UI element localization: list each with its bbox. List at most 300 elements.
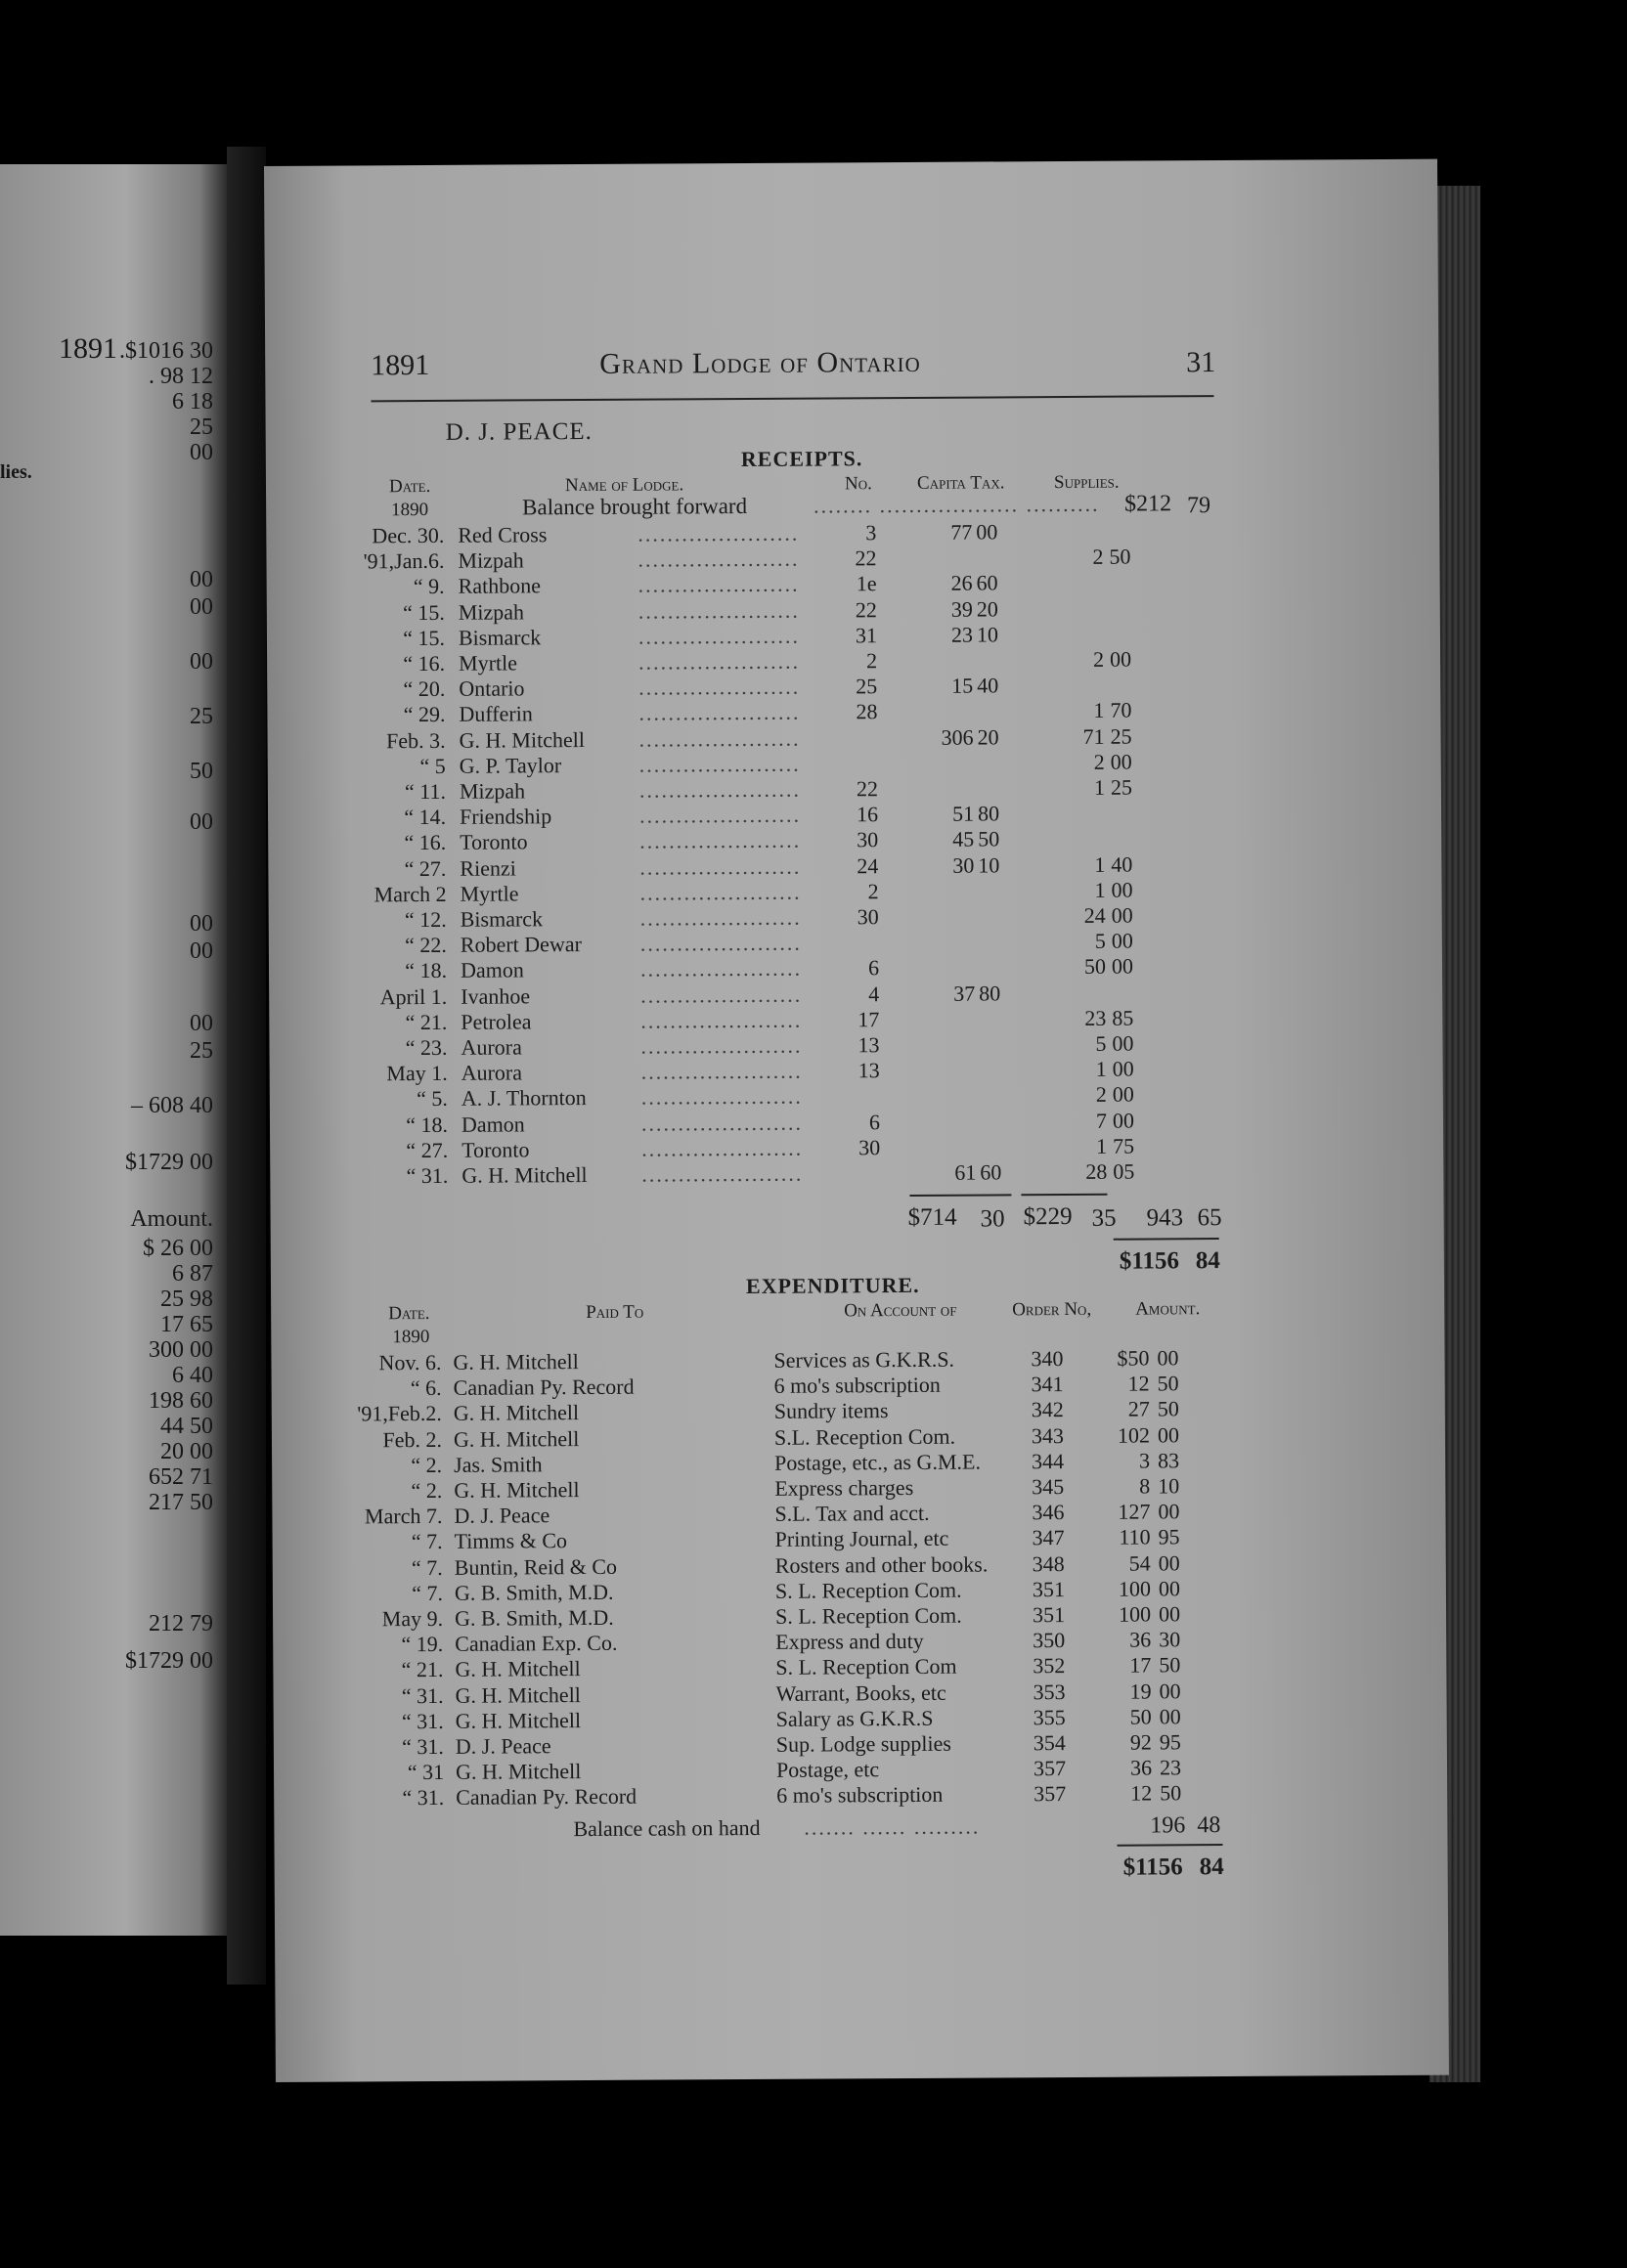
lodge-name: Aurora xyxy=(461,1060,523,1085)
amount-dollars: 100 xyxy=(1118,1576,1151,1601)
balance-forward-label: Balance brought forward xyxy=(522,493,748,520)
supplies-dollars: 1 xyxy=(1094,851,1106,877)
lodge-number: 2 xyxy=(867,878,879,904)
lodge-number: 30 xyxy=(858,1134,881,1160)
paid-to: G. H. Mitchell xyxy=(455,1759,582,1785)
supplies-cents: 00 xyxy=(1112,1108,1135,1133)
paid-to: G. B. Smith, M.D. xyxy=(455,1604,614,1631)
amount-cents: 00 xyxy=(1158,1601,1181,1627)
left-page-line: 300 00 xyxy=(149,1337,213,1363)
supplies-cents: 00 xyxy=(1112,1030,1134,1056)
expense-date: May 9. xyxy=(381,1605,444,1632)
supplies-cents: 25 xyxy=(1110,723,1132,749)
balance-forward-cents: 79 xyxy=(1187,493,1211,519)
receipt-date: “ 21. xyxy=(405,1009,448,1034)
expenditure-grand-dollars: $1156 xyxy=(1122,1854,1183,1881)
exp-col-paid: Paid To xyxy=(586,1301,644,1324)
order-number: 357 xyxy=(1033,1781,1067,1807)
paid-to: Buntin, Reid & Co xyxy=(454,1553,618,1580)
on-account-of: Rosters and other books. xyxy=(774,1551,989,1578)
supplies-dollars: 2 xyxy=(1095,1082,1107,1108)
expense-date: “ 31. xyxy=(401,1682,444,1708)
on-account-of: Warrant, Books, etc xyxy=(775,1679,946,1706)
on-account-of: Printing Journal, etc xyxy=(774,1526,949,1552)
supplies-dollars: 2 xyxy=(1093,749,1105,774)
order-number: 347 xyxy=(1032,1525,1065,1550)
supplies-total-rule xyxy=(1021,1194,1107,1197)
amount-dollars: 54 xyxy=(1128,1550,1151,1576)
on-account-of: 6 mo's subscription xyxy=(773,1372,941,1399)
receipt-date: “ 27. xyxy=(406,1137,449,1162)
supplies-total-dollars: $229 xyxy=(1023,1202,1073,1231)
order-number: 344 xyxy=(1032,1448,1065,1474)
lodge-number: 30 xyxy=(857,904,879,930)
left-page-line: Amount. xyxy=(130,1206,213,1232)
amount-dollars: 36 xyxy=(1129,1755,1153,1780)
lodge-number: 1e xyxy=(856,571,877,596)
lodge-name: Bismarck xyxy=(458,625,542,650)
receipts-title: RECEIPTS. xyxy=(740,446,863,472)
amount-dollars: 50 xyxy=(1129,1704,1152,1729)
on-account-of: 6 mo's subscription xyxy=(776,1782,944,1809)
lodge-number: 17 xyxy=(857,1006,880,1032)
order-number: 350 xyxy=(1033,1628,1066,1653)
left-page-line: $1729 00 xyxy=(125,1648,213,1674)
left-page-line: 212 79 xyxy=(149,1611,213,1636)
page-number: 31 xyxy=(1186,346,1216,379)
lodge-name: Damon xyxy=(461,1111,525,1137)
leader-dots: ...................... xyxy=(638,674,801,700)
left-page-line: 25 98 xyxy=(160,1287,213,1312)
order-number: 357 xyxy=(1033,1756,1067,1781)
lodge-name: Bismarck xyxy=(460,906,544,932)
supplies-cents: 00 xyxy=(1110,646,1132,672)
on-account-of: Express charges xyxy=(774,1474,914,1501)
exp-col-account: On Account of xyxy=(844,1299,957,1322)
leader-dots: ...................... xyxy=(638,597,800,624)
paid-to: Canadian Py. Record xyxy=(456,1784,638,1810)
amount-cents: 00 xyxy=(1158,1576,1180,1601)
lodge-name: Red Cross xyxy=(458,522,548,547)
leader-dots: ...................... xyxy=(640,1058,803,1084)
left-page-line: 00 xyxy=(190,1011,213,1036)
leader-dots: ...................... xyxy=(640,1032,803,1059)
order-number: 345 xyxy=(1032,1474,1065,1500)
left-page-line: 44 50 xyxy=(160,1414,213,1439)
leader-dots: ...................... xyxy=(639,828,802,854)
expenditure-grand-rule xyxy=(1118,1844,1223,1847)
lodge-name: Damon xyxy=(460,957,524,983)
order-number: 355 xyxy=(1033,1704,1066,1730)
leader-dots: ...................... xyxy=(641,1160,804,1187)
amount-dollars: 102 xyxy=(1117,1422,1151,1448)
on-account-of: Sundry items xyxy=(773,1398,889,1424)
capita-dollars: 39 xyxy=(950,596,973,622)
order-number: 351 xyxy=(1032,1576,1065,1602)
paid-to: Jas. Smith xyxy=(454,1452,543,1477)
amount-cents: 95 xyxy=(1158,1524,1180,1549)
lodge-name: Toronto xyxy=(460,829,528,855)
cash-on-hand-dollars: 196 xyxy=(1150,1812,1186,1839)
supplies-dollars: 71 xyxy=(1082,723,1105,749)
supplies-cents: 05 xyxy=(1113,1158,1135,1184)
amount-cents: 50 xyxy=(1157,1396,1179,1421)
paid-to: G. H. Mitchell xyxy=(455,1707,582,1733)
lodge-name: Rienzi xyxy=(460,855,516,881)
lodge-number: 24 xyxy=(857,852,879,878)
lodge-name: G. H. Mitchell xyxy=(459,726,585,753)
amount-cents: 23 xyxy=(1159,1755,1182,1780)
left-page-line: – 608 40 xyxy=(131,1093,213,1118)
left-page-line: 00 xyxy=(190,567,213,592)
lodge-number: 3 xyxy=(865,520,877,545)
receipts-year: 1890 xyxy=(391,499,429,521)
amount-cents: 30 xyxy=(1159,1627,1181,1652)
receipt-date: Feb. 3. xyxy=(386,727,446,753)
capita-dollars: 51 xyxy=(951,801,975,826)
leader-dots: ...................... xyxy=(640,1110,804,1136)
on-account-of: Sup. Lodge supplies xyxy=(775,1730,952,1757)
leader-dots: ...................... xyxy=(638,520,800,546)
paid-to: G. H. Mitchell xyxy=(454,1477,580,1503)
amount-dollars: 36 xyxy=(1129,1627,1152,1652)
expense-date: '91,Feb.2. xyxy=(357,1401,442,1426)
on-account-of: S. L. Reception Com. xyxy=(774,1602,962,1629)
capita-dollars: 30 xyxy=(952,852,975,878)
supplies-dollars: 28 xyxy=(1085,1158,1108,1184)
supplies-dollars: 1 xyxy=(1094,877,1106,902)
expenditure-grand-cents: 84 xyxy=(1199,1854,1224,1881)
receipt-date: “ 9. xyxy=(413,574,445,599)
left-page-line: 6 87 xyxy=(172,1261,213,1287)
capita-cents: 60 xyxy=(980,1159,1002,1185)
receipts-col-name: Name of Lodge. xyxy=(564,474,684,497)
left-page-line: .$1016 30 xyxy=(119,338,213,364)
lodge-name: Dufferin xyxy=(459,701,533,727)
paid-to: G. H. Mitchell xyxy=(455,1656,581,1682)
lodge-name: Mizpah xyxy=(458,547,524,573)
capita-dollars: 23 xyxy=(950,622,974,647)
capita-total-rule xyxy=(909,1194,1011,1197)
left-page-line: 25 xyxy=(190,704,213,729)
expense-date: “ 7. xyxy=(412,1580,443,1605)
leader-dots: ...................... xyxy=(639,956,803,982)
amount-dollars: 127 xyxy=(1118,1499,1151,1524)
receipt-date: “ 29. xyxy=(403,702,446,727)
capita-cents: 10 xyxy=(978,852,1000,878)
supplies-cents: 25 xyxy=(1110,774,1132,800)
lodge-number: 13 xyxy=(857,1032,880,1058)
exp-col-date: Date. xyxy=(388,1302,430,1325)
expenditure-row xyxy=(274,1780,1252,1812)
supplies-dollars: 1 xyxy=(1095,1056,1107,1082)
paid-to: G. H. Mitchell xyxy=(453,1425,580,1452)
expense-date: “ 7. xyxy=(411,1529,443,1554)
left-page-line: $1729 00 xyxy=(125,1150,213,1175)
supplies-dollars: 7 xyxy=(1095,1108,1108,1133)
header-rule xyxy=(371,395,1213,402)
leader-dots: ...................... xyxy=(640,1084,803,1111)
supplies-dollars: 1 xyxy=(1093,774,1105,800)
left-page-line: 00 xyxy=(190,440,213,465)
supplies-cents: 85 xyxy=(1112,1005,1134,1030)
supplies-cents: 00 xyxy=(1111,928,1133,953)
leader-dots: ...................... xyxy=(638,648,801,675)
expense-date: “ 31. xyxy=(402,1733,444,1760)
on-account-of: Postage, etc xyxy=(775,1757,880,1783)
lodge-number: 6 xyxy=(867,955,880,981)
amount-cents: 50 xyxy=(1160,1780,1182,1806)
receipts-col-supplies: Supplies. xyxy=(1053,471,1120,494)
left-page-line: 00 xyxy=(190,911,213,937)
expenditure-title: EXPENDITURE. xyxy=(745,1272,920,1299)
cash-on-hand-label: Balance cash on hand xyxy=(573,1814,761,1842)
receipt-row xyxy=(270,1158,1248,1191)
amount-cents: 00 xyxy=(1159,1678,1181,1704)
leader-dots: ...................... xyxy=(638,700,801,726)
amount-cents: 00 xyxy=(1158,1549,1180,1576)
order-number: 346 xyxy=(1032,1500,1065,1525)
expense-date: “ 6. xyxy=(410,1375,442,1401)
paid-to: D. J. Peace xyxy=(454,1503,550,1529)
capita-cents: 50 xyxy=(978,826,1000,851)
amount-dollars: 92 xyxy=(1129,1729,1152,1755)
receipt-date: “ 23. xyxy=(405,1034,448,1061)
paid-to: D. J. Peace xyxy=(455,1733,551,1759)
leader-dots: ...................... xyxy=(639,904,802,931)
capita-cents: 80 xyxy=(977,801,1000,826)
lodge-number: 4 xyxy=(868,981,880,1006)
leader-dots: ...................... xyxy=(638,751,801,777)
lodge-number: 16 xyxy=(856,802,879,827)
receipt-date: “ 18. xyxy=(406,1112,449,1137)
capita-dollars: 37 xyxy=(953,981,976,1006)
supplies-total-cents: 35 xyxy=(1091,1204,1117,1232)
receipt-date: “ 5 xyxy=(419,753,446,778)
receipt-date: “ 22. xyxy=(405,933,447,958)
leader-dots: ...................... xyxy=(639,853,802,880)
order-number: 340 xyxy=(1031,1346,1064,1372)
leader-dots: ........ ................... .......... xyxy=(814,491,1100,518)
capita-dollars: 15 xyxy=(951,673,974,698)
amount-dollars: 12 xyxy=(1127,1371,1150,1396)
supplies-cents: 00 xyxy=(1111,877,1133,902)
amount-dollars: 27 xyxy=(1127,1396,1150,1422)
capita-total-cents: 30 xyxy=(980,1205,1005,1233)
receipt-date: April 1. xyxy=(379,983,448,1009)
left-page-line: 6 18 xyxy=(172,389,213,414)
supplies-dollars: 2 xyxy=(1092,544,1104,570)
expense-date: March 7. xyxy=(364,1504,443,1529)
supplies-cents: 70 xyxy=(1110,697,1132,723)
order-number: 354 xyxy=(1033,1730,1066,1756)
supplies-dollars: 23 xyxy=(1084,1005,1107,1030)
amount-dollars: 110 xyxy=(1119,1524,1151,1550)
expense-date: “ 2. xyxy=(411,1477,443,1504)
lodge-number: 28 xyxy=(856,699,878,724)
combined-total-dollars: 943 xyxy=(1146,1204,1184,1232)
lodge-number: 22 xyxy=(856,776,878,802)
left-page-line: 50 xyxy=(190,759,213,784)
combined-total-cents: 65 xyxy=(1197,1204,1222,1232)
leader-dots: ...................... xyxy=(639,879,802,905)
order-number: 348 xyxy=(1032,1550,1065,1576)
lodge-number: 6 xyxy=(868,1109,881,1134)
leader-dots: ...................... xyxy=(638,802,802,828)
receipt-date: “ 12. xyxy=(404,906,447,933)
receipts-col-no: No. xyxy=(844,473,872,495)
book-spine xyxy=(227,147,266,1984)
capita-cents: 40 xyxy=(977,673,999,698)
amount-dollars: $50 xyxy=(1117,1345,1150,1371)
order-number: 351 xyxy=(1032,1602,1066,1628)
lodge-name: Myrtle xyxy=(459,650,518,676)
lodge-number: 22 xyxy=(855,545,877,571)
lodge-name: Ivanhoe xyxy=(461,982,531,1009)
leader-dots: ...................... xyxy=(641,1135,804,1161)
lodge-name: Friendship xyxy=(459,804,552,829)
receipt-date: “ 18. xyxy=(405,958,448,983)
receipt-date: “ 14. xyxy=(404,805,447,830)
supplies-dollars: 50 xyxy=(1083,954,1107,980)
supplies-cents: 00 xyxy=(1111,902,1133,928)
amount-dollars: 8 xyxy=(1139,1473,1151,1499)
amount-dollars: 100 xyxy=(1118,1601,1152,1627)
supplies-dollars: 5 xyxy=(1095,1030,1107,1056)
supplies-cents: 00 xyxy=(1111,953,1134,980)
receipt-date: “ 27. xyxy=(404,855,447,881)
order-number: 353 xyxy=(1033,1679,1066,1704)
lodge-number: 13 xyxy=(857,1058,880,1083)
on-account-of: Express and duty xyxy=(775,1629,924,1655)
amount-cents: 00 xyxy=(1159,1704,1181,1729)
receipt-date: '91,Jan.6. xyxy=(363,548,445,574)
supplies-cents: 00 xyxy=(1110,749,1132,774)
amount-cents: 00 xyxy=(1157,1421,1180,1448)
left-page-heading-fragment: lies. xyxy=(0,461,32,483)
supplies-cents: 00 xyxy=(1112,1056,1134,1081)
supplies-cents: 40 xyxy=(1111,851,1133,877)
receipt-date: May 1. xyxy=(386,1061,448,1086)
amount-dollars: 17 xyxy=(1129,1652,1152,1679)
left-page-year: 1891 xyxy=(59,332,117,365)
expenditure-year: 1890 xyxy=(392,1326,430,1348)
left-page-line: . 98 12 xyxy=(149,364,213,389)
amount-cents: 95 xyxy=(1159,1729,1181,1755)
supplies-cents: 75 xyxy=(1113,1133,1135,1158)
lodge-name: Ontario xyxy=(459,676,525,701)
expense-date: “ 2. xyxy=(411,1452,443,1477)
left-page-line: 25 xyxy=(190,414,213,440)
supplies-dollars: 2 xyxy=(1093,646,1105,672)
receipts-grand-cents: 84 xyxy=(1195,1247,1220,1275)
on-account-of: Postage, etc., as G.M.E. xyxy=(774,1449,981,1475)
on-account-of: Services as G.K.R.S. xyxy=(773,1346,955,1373)
on-account-of: Salary as G.K.R.S xyxy=(775,1705,934,1731)
order-number: 343 xyxy=(1031,1422,1065,1448)
lodge-number: 30 xyxy=(857,827,879,852)
left-page-line: 652 71 xyxy=(149,1464,213,1490)
left-page-line: 198 60 xyxy=(149,1388,213,1414)
receipts-col-capita: Capita Tax. xyxy=(916,472,1005,494)
leader-dots: ...................... xyxy=(638,776,801,803)
expense-date: “ 31. xyxy=(402,1785,445,1810)
amount-cents: 00 xyxy=(1158,1499,1180,1524)
on-account-of: S. L. Reception Com. xyxy=(774,1577,962,1603)
cash-on-hand-cents: 48 xyxy=(1197,1812,1221,1839)
paid-to: G. B. Smith, M.D. xyxy=(454,1579,614,1605)
amount-dollars: 3 xyxy=(1139,1448,1151,1473)
receipt-date: March 2 xyxy=(374,881,447,907)
supplies-cents: 00 xyxy=(1112,1081,1134,1108)
leader-dots: ...................... xyxy=(640,1007,803,1033)
lodge-name: G. P. Taylor xyxy=(459,752,562,778)
leader-dots: ...................... xyxy=(638,623,801,649)
expense-date: “ 7. xyxy=(411,1554,443,1580)
receipt-date: “ 16. xyxy=(404,830,447,855)
balance-forward-dollars: $212 xyxy=(1124,491,1172,517)
lodge-name: Mizpah xyxy=(458,598,525,625)
supplies-dollars: 5 xyxy=(1094,928,1106,954)
expense-date: Feb. 2. xyxy=(382,1426,443,1452)
capita-dollars: 306 xyxy=(941,724,974,750)
lodge-name: Robert Dewar xyxy=(460,932,582,957)
amount-cents: 00 xyxy=(1157,1345,1179,1371)
receipts-col-date: Date. xyxy=(388,475,431,498)
receipts-grand-dollars: $1156 xyxy=(1119,1247,1180,1275)
left-page-line: 6 40 xyxy=(172,1363,213,1388)
lodge-number: 25 xyxy=(856,674,878,699)
expense-date: “ 19. xyxy=(401,1632,444,1657)
amount-cents: 50 xyxy=(1157,1371,1179,1396)
capita-dollars: 26 xyxy=(950,570,973,596)
left-page-line: 00 xyxy=(190,809,213,835)
left-page-line: 20 00 xyxy=(160,1439,213,1464)
lodge-name: Mizpah xyxy=(459,778,526,804)
supplies-dollars: 24 xyxy=(1083,902,1106,928)
leader-dots: ...................... xyxy=(638,572,800,598)
header-title: Grand Lodge of Ontario xyxy=(599,345,921,380)
on-account-of: S. L. Reception Com xyxy=(775,1654,957,1680)
exp-col-order: Order No, xyxy=(1012,1298,1092,1321)
paid-to: Timms & Co xyxy=(454,1528,568,1554)
capita-cents: 20 xyxy=(976,596,998,622)
lodge-name: Aurora xyxy=(461,1034,522,1060)
lodge-number: 31 xyxy=(855,622,878,648)
leader-dots: ...................... xyxy=(638,545,800,572)
leader-dots: ...................... xyxy=(640,981,803,1008)
expense-date: “ 31 xyxy=(407,1760,445,1785)
receipt-date: Dec. 30. xyxy=(372,522,445,548)
left-page-line: 217 50 xyxy=(149,1490,213,1515)
supplies-dollars: 1 xyxy=(1093,698,1105,723)
treasurer-name: D. J. PEACE. xyxy=(445,417,593,446)
exp-col-amount: Amount. xyxy=(1135,1298,1201,1320)
receipt-date: “ 20. xyxy=(403,676,446,702)
capita-cents: 00 xyxy=(976,519,998,545)
left-page-line: 00 xyxy=(190,649,213,675)
lodge-number: 2 xyxy=(866,648,878,674)
capita-dollars: 61 xyxy=(954,1159,977,1185)
paid-to: Canadian Exp. Co. xyxy=(455,1631,618,1657)
paid-to: G. H. Mitchell xyxy=(455,1681,581,1708)
order-number: 352 xyxy=(1033,1653,1066,1679)
receipt-date: “ 31. xyxy=(406,1162,449,1189)
receipt-date: “ 11. xyxy=(404,778,446,805)
amount-dollars: 12 xyxy=(1130,1780,1153,1807)
leader-dots: ...................... xyxy=(638,725,801,752)
expense-date: Nov. 6. xyxy=(378,1349,442,1375)
